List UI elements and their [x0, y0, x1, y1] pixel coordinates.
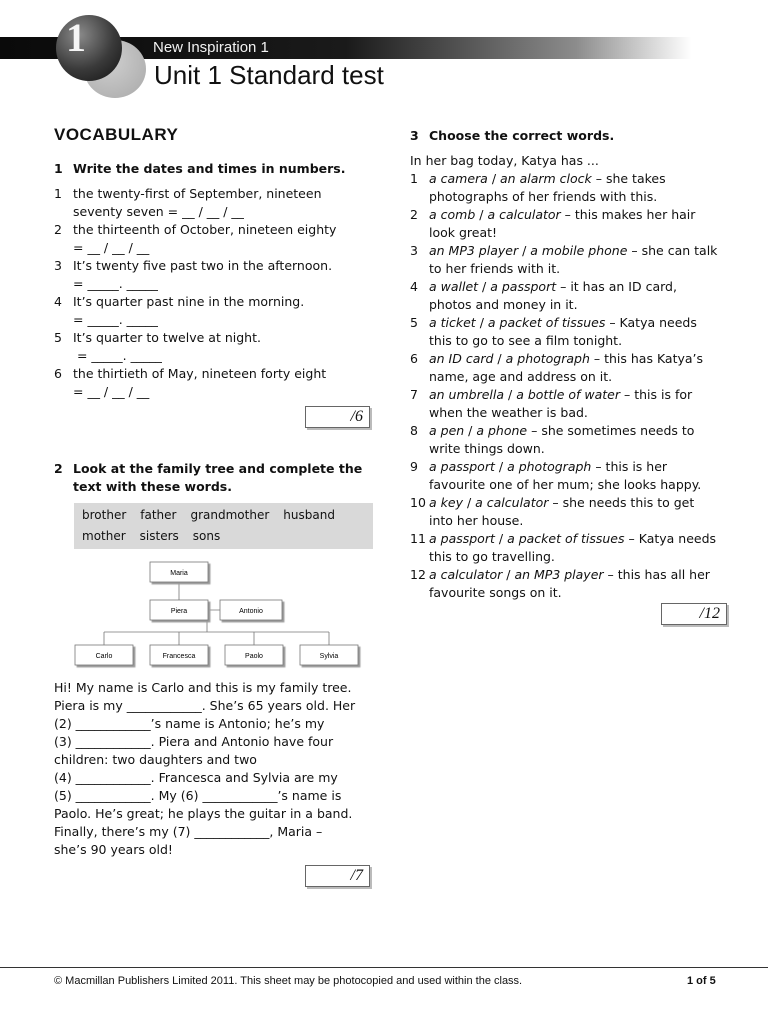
item-line: look great!: [429, 225, 498, 240]
item-line: It’s twenty five past two in the afternoon.: [73, 258, 333, 273]
choice-separator: /: [504, 387, 517, 402]
item-number: 3: [54, 258, 62, 273]
item-number: 1: [410, 171, 418, 186]
choice-option-b[interactable]: a mobile phone: [530, 243, 628, 258]
item-line: = __ / __ / __: [73, 240, 150, 255]
item-line: [429, 278, 750, 296]
item-number: 5: [54, 330, 62, 345]
q1-item: [54, 257, 374, 293]
choice-separator: /: [494, 459, 508, 474]
q3-item: [410, 494, 750, 530]
word-box-row-1: [82, 505, 365, 526]
item-number: 7: [410, 387, 418, 402]
item-rest: – this has Katya’s: [589, 351, 704, 366]
item-line: seventy seven = __ / __ / __: [73, 204, 244, 219]
choice-option-a[interactable]: a passport: [429, 459, 495, 474]
q2-number: 2: [54, 461, 63, 476]
tree-node-carlo: [75, 645, 133, 665]
q1-item: [54, 221, 374, 257]
item-rest: – Katya needs: [624, 531, 717, 546]
item-number: 2: [410, 207, 418, 222]
tree-node-maria: [150, 562, 208, 582]
item-line: [429, 422, 750, 440]
item-line: = _____. _____: [73, 312, 158, 327]
choice-separator: /: [502, 567, 515, 582]
paragraph-line: Hi! My name is Carlo and this is my family tree.: [54, 680, 352, 695]
tree-label-paolo: Paolo: [245, 653, 263, 660]
footer-divider: [0, 967, 768, 968]
paragraph-line: (4) ____________. Francesca and Sylvia are my: [54, 770, 338, 785]
item-line: favourite songs on it.: [429, 585, 562, 600]
tree-label-sylvia: Sylvia: [319, 653, 339, 660]
q1-item: [54, 329, 374, 365]
choice-separator: /: [493, 351, 506, 366]
q3-number: 3: [410, 128, 419, 143]
item-number: 4: [54, 294, 62, 309]
item-line: [429, 350, 750, 368]
paragraph-line: (3) ____________. Piera and Antonio have four: [54, 734, 334, 749]
choice-option-a[interactable]: an umbrella: [429, 387, 505, 402]
tree-lines: [104, 582, 329, 645]
choice-separator: /: [475, 315, 488, 330]
item-line: photographs of her friends with this.: [429, 189, 658, 204]
choice-separator: /: [494, 531, 508, 546]
choice-option-a[interactable]: a wallet: [429, 279, 479, 294]
item-rest: – Katya needs: [605, 315, 697, 330]
word-option: brother: [82, 508, 127, 522]
item-number: 10: [410, 495, 426, 510]
item-number: 4: [410, 279, 418, 294]
q3-intro: In her bag today, Katya has ...: [410, 153, 599, 168]
q3-item: [410, 242, 750, 278]
paragraph-line: children: two daughters and two: [54, 752, 257, 767]
paragraph-line: she’s 90 years old!: [54, 842, 173, 857]
page-number: 1 of 5: [687, 975, 716, 987]
q3-items: [410, 170, 750, 602]
choice-separator: /: [462, 495, 476, 510]
item-number: 2: [54, 222, 62, 237]
page-title: Unit 1 Standard test: [154, 60, 384, 90]
item-line: It’s quarter past nine in the morning.: [73, 294, 305, 309]
word-option: sons: [192, 529, 221, 543]
choice-separator: /: [518, 243, 531, 258]
q3-score-box[interactable]: /12: [661, 603, 727, 625]
q1-item: [54, 293, 374, 329]
item-number: 5: [410, 315, 418, 330]
q3-item: [410, 530, 750, 566]
item-rest: – she needs this to get: [548, 495, 695, 510]
item-line: [429, 566, 750, 584]
q3-item: [410, 314, 750, 350]
item-number: 3: [410, 243, 418, 258]
unit-number: 1: [66, 15, 86, 60]
item-line: favourite one of her mum; she looks happy.: [429, 477, 702, 492]
choice-option-b[interactable]: a packet of tissues: [487, 315, 606, 330]
word-option: sisters: [139, 529, 179, 543]
tree-node-piera: [150, 600, 208, 620]
paragraph-line: (2) ____________’s name is Antonio; he’s my: [54, 716, 325, 731]
q1-number: 1: [54, 161, 63, 176]
choice-separator: /: [487, 171, 501, 186]
item-rest: – it has an ID card,: [556, 279, 677, 294]
q1-item: [54, 185, 374, 221]
tree-node-francesca: [150, 645, 208, 665]
tree-node-sylvia: [300, 645, 358, 665]
item-line: when the weather is bad.: [429, 405, 588, 420]
choice-option-a[interactable]: a ticket: [429, 315, 476, 330]
choice-option-b[interactable]: a photograph: [505, 351, 590, 366]
footer-copyright: © Macmillan Publishers Limited 2011. This sheet may be photocopied and used within the class.: [54, 975, 523, 987]
q3-item: [410, 278, 750, 314]
item-rest: – she takes: [591, 171, 666, 186]
q3-item: [410, 458, 750, 494]
item-rest: – this makes her hair: [560, 207, 696, 222]
q1-instruction: Write the dates and times in numbers.: [73, 161, 346, 176]
choice-option-b[interactable]: a phone: [476, 423, 528, 438]
item-line: the thirtieth of May, nineteen forty eight: [73, 366, 327, 381]
q2-paragraph: [54, 679, 374, 859]
item-rest: – she can talk: [627, 243, 718, 258]
item-line: [429, 458, 750, 476]
item-line: name, age and address on it.: [429, 369, 613, 384]
item-line: into her house.: [429, 513, 524, 528]
word-option: mother: [82, 529, 126, 543]
q3-title: [410, 127, 740, 145]
q1-score-box[interactable]: /6: [305, 406, 370, 428]
item-line: [429, 242, 750, 260]
item-line: photos and money in it.: [429, 297, 578, 312]
item-line: = _____. _____: [73, 276, 158, 291]
section-heading: VOCABULARY: [54, 125, 179, 144]
q3-item: [410, 350, 750, 386]
choice-option-a[interactable]: an ID card: [429, 351, 494, 366]
tree-node-paolo: [225, 645, 283, 665]
choice-option-a[interactable]: a camera: [429, 171, 488, 186]
word-box: [74, 503, 373, 549]
choice-option-b[interactable]: a packet of tissues: [507, 531, 625, 546]
q2-score-box[interactable]: /7: [305, 865, 370, 887]
item-line: this to go to see a film tonight.: [429, 333, 623, 348]
item-line: [429, 386, 750, 404]
choice-option-b[interactable]: an alarm clock: [500, 171, 592, 186]
item-rest: – she sometimes needs to: [527, 423, 695, 438]
choice-option-b[interactable]: a passport: [490, 279, 557, 294]
choice-option-a[interactable]: an MP3 player: [429, 243, 519, 258]
item-number: 12: [410, 567, 426, 582]
item-number: 11: [410, 531, 426, 546]
paragraph-line: Finally, there’s my (7) ____________, Maria –: [54, 824, 323, 839]
q2-instruction: Look at the family tree and complete the text with these words.: [73, 461, 363, 494]
item-number: 6: [54, 366, 62, 381]
choice-option-a[interactable]: a passport: [429, 531, 495, 546]
q3-item: [410, 386, 750, 422]
choice-separator: /: [464, 423, 477, 438]
item-line: to her friends with it.: [429, 261, 561, 276]
item-line: [429, 314, 750, 332]
q1-item: [54, 365, 374, 401]
tree-label-carlo: Carlo: [95, 653, 113, 660]
item-line: this to go travelling.: [429, 549, 555, 564]
choice-option-a[interactable]: a calculator: [429, 567, 503, 582]
item-line: = _____. _____: [73, 348, 162, 363]
word-option: grandmother: [190, 508, 270, 522]
q3-item: [410, 206, 750, 242]
choice-option-b[interactable]: a photograph: [507, 459, 592, 474]
word-option: father: [140, 508, 177, 522]
item-rest: – this is her: [591, 459, 668, 474]
item-line: [429, 494, 750, 512]
q3-item: [410, 170, 750, 206]
item-rest: – this has all her: [603, 567, 710, 582]
item-line: [429, 206, 750, 224]
item-line: the twenty-first of September, nineteen: [73, 186, 322, 201]
q1-title: [54, 160, 374, 178]
q2-title: [54, 460, 374, 496]
word-box-row-2: [82, 526, 365, 547]
choice-option-b[interactable]: a calculator: [475, 495, 549, 510]
choice-option-b[interactable]: an MP3 player: [514, 567, 604, 582]
q1-items: [54, 185, 374, 401]
item-number: 1: [54, 186, 62, 201]
choice-option-b[interactable]: a bottle of water: [516, 387, 620, 402]
item-line: write things down.: [429, 441, 545, 456]
choice-separator: /: [475, 207, 488, 222]
item-number: 6: [410, 351, 418, 366]
word-option: husband: [283, 508, 335, 522]
item-line: = __ / __ / __: [73, 384, 150, 399]
choice-separator: /: [478, 279, 491, 294]
choice-option-b[interactable]: a calculator: [487, 207, 561, 222]
paragraph-line: Paolo. He’s great; he plays the guitar in a band.: [54, 806, 353, 821]
family-tree: [72, 558, 372, 670]
tree-label-maria: Maria: [170, 570, 188, 577]
tree-label-antonio: Antonio: [239, 608, 263, 615]
choice-option-a[interactable]: a pen: [429, 423, 465, 438]
q3-item: [410, 422, 750, 458]
item-line: [429, 170, 750, 188]
choice-option-a[interactable]: a key: [429, 495, 463, 510]
paragraph-line: Piera is my ____________. She’s 65 years old. Her: [54, 698, 356, 713]
item-line: It’s quarter to twelve at night.: [73, 330, 261, 345]
tree-node-antonio: [220, 600, 282, 620]
item-line: the thirteenth of October, nineteen eighty: [73, 222, 337, 237]
choice-option-a[interactable]: a comb: [429, 207, 476, 222]
item-number: 8: [410, 423, 418, 438]
paragraph-line: (5) ____________. My (6) ____________’s name is: [54, 788, 342, 803]
item-line: [429, 530, 750, 548]
q3-instruction: Choose the correct words.: [429, 128, 615, 143]
q3-item: [410, 566, 750, 602]
tree-label-francesca: Francesca: [162, 653, 196, 660]
tree-label-piera: Piera: [170, 608, 188, 615]
item-number: 9: [410, 459, 418, 474]
item-rest: – this is for: [620, 387, 693, 402]
series-name: New Inspiration 1: [153, 39, 269, 56]
